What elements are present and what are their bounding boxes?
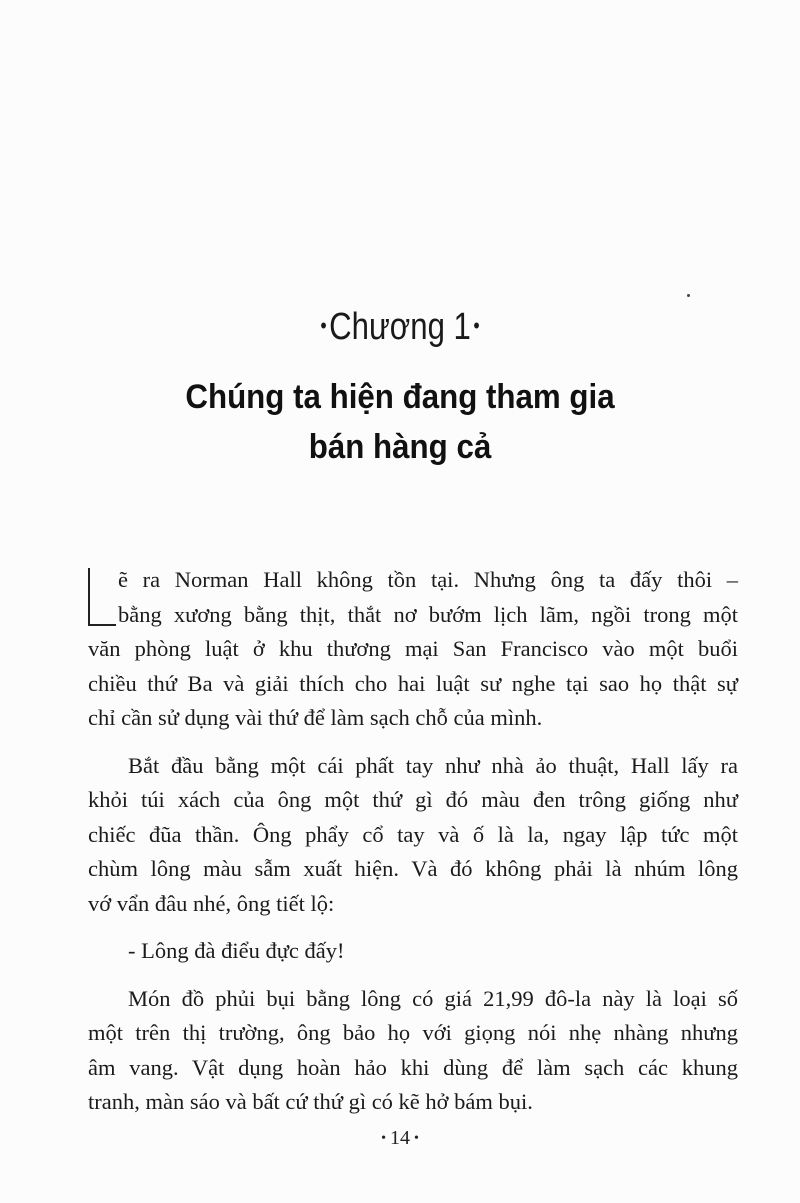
paragraph-4-line-1: Món đồ phủi bụi bằng lông có giá 21,99 đô-la này là loại số [128,985,738,1011]
paragraph-3 [88,934,738,969]
chapter-label [72,306,728,349]
paragraph-4-line-2: một trên thị trường, ông bảo họ với giọng nói nhẹ nhàng nhưng [88,1020,738,1045]
paragraph-4-line-3: âm vang. Vật dụng hoàn hảo khi dùng để làm sạch các khung [88,1054,738,1080]
chapter-number: Chương 1 [329,306,471,348]
body-text [88,563,738,1133]
paragraph-1-line-2: bằng xương bằng thịt, thắt nơ bướm lịch lãm, ngồi trong một [118,601,738,627]
dropcap-l [88,568,116,626]
paragraph-1-line-3: văn phòng luật ở khu thương mại San Francisco vào một buổi [88,636,738,661]
chapter-bullet-left: • [320,313,327,338]
paragraph-1-line-5: chỉ cần sử dụng vài thứ để làm sạch chỗ của mình. [88,705,543,730]
paragraph-1 [88,563,738,736]
page-number-dot-right: • [414,1131,419,1146]
paragraph-2-line-3: chiếc đũa thần. Ông phẩy cổ tay và ố là la, ngay lập tức một [88,821,738,847]
chapter-title-line-2: bán hàng cả [308,428,492,466]
paragraph-4 [88,982,738,1120]
paragraph-2-line-4: chùm lông màu sẫm xuất hiện. Và đó không phải là nhúm lông [88,856,738,881]
paragraph-2-line-5: vớ vẩn đâu nhé, ông tiết lộ: [88,890,335,916]
paragraph-1-line-4: chiều thứ Ba và giải thích cho hai luật sư nghe tại sao họ thật sự [88,670,738,696]
paragraph-2-line-1: Bắt đầu bằng một cái phất tay như nhà ảo thuật, Hall lấy ra [128,752,738,778]
paragraph-2 [88,749,738,922]
page-number-dot-left: • [381,1131,386,1146]
chapter-title-line-1: Chúng ta hiện đang tham gia [185,378,615,416]
paragraph-2-line-2: khỏi túi xách của ông một thứ gì đó màu đen trông giống như [88,787,738,812]
page-number [0,1127,800,1150]
chapter-bullet-right: • [473,313,480,338]
chapter-title [32,372,768,472]
paragraph-4-line-4: tranh, màn sáo và bất cứ thứ gì có kẽ hở bám bụi. [88,1089,533,1114]
paragraph-3-line-1: - Lông đà điểu đực đấy! [128,938,345,963]
print-speck [687,294,690,297]
paragraph-1-line-1: ẽ ra Norman Hall không tồn tại. Nhưng ông ta đấy thôi – [118,567,738,592]
page-number-value: 14 [390,1127,410,1149]
